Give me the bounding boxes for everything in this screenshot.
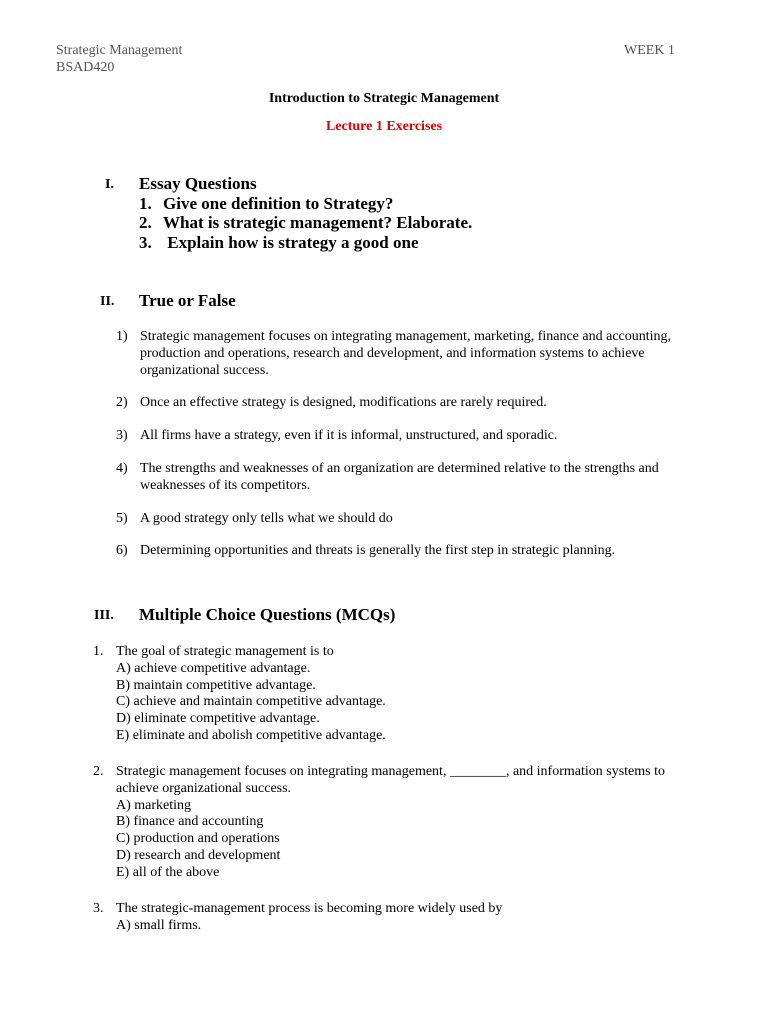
mcq-stem-text: The goal of strategic management is to [116, 644, 334, 659]
mcq-number: 3. [93, 901, 104, 916]
mcq-number: 2. [93, 764, 104, 779]
essay-question-number: 1. [139, 193, 152, 213]
mcq-option: E) eliminate and abolish competitive advantage. [116, 727, 386, 743]
essay-question-number: 2. [139, 213, 152, 232]
mcq-question [93, 764, 673, 882]
essay-question [139, 213, 472, 233]
mcq-option: D) research and development [116, 847, 281, 863]
section-number-essay: I. [105, 177, 114, 192]
section-title-mcq: Multiple Choice Questions (MCQs) [139, 605, 396, 624]
mcq-stem [93, 644, 693, 661]
section-number-mcq: III. [94, 608, 114, 623]
essay-question-text: Explain how is strategy a good one [163, 232, 419, 252]
mcq-stem [93, 901, 693, 918]
true-false-item [116, 461, 676, 495]
item-text: The strengths and weaknesses of an organization are determined relative to the strengths and weaknesses of its competitors. [140, 460, 659, 493]
item-number: 5) [116, 510, 128, 526]
mcq-option: A) achieve competitive advantage. [116, 660, 311, 676]
true-false-item [116, 395, 676, 412]
week-label: WEEK 1 [624, 43, 675, 58]
item-text: Strategic management focuses on integrating management, marketing, finance and accounting, production and operations, research and development, and information systems to achieve organizational success. [140, 329, 672, 378]
document-subtitle: Lecture 1 Exercises [325, 119, 443, 134]
essay-question [139, 233, 472, 253]
document-title: Introduction to Strategic Management [268, 91, 500, 106]
section-title-true-false: True or False [139, 291, 236, 310]
item-text: Determining opportunities and threats is generally the first step in strategic planning. [140, 543, 616, 559]
true-false-list [116, 329, 676, 576]
mcq-option: A) marketing [116, 797, 192, 813]
item-number: 6) [116, 543, 128, 559]
mcq-option: C) achieve and maintain competitive advantage. [116, 694, 386, 710]
mcq-stem [93, 764, 673, 798]
item-number: 2) [116, 395, 128, 411]
course-name: Strategic Management [56, 43, 183, 58]
mcq-option: A) small firms. [116, 917, 202, 933]
item-text: All firms have a strategy, even if it is informal, unstructured, and sporadic. [140, 428, 558, 444]
item-number: 3) [116, 428, 128, 444]
mcq-question [93, 901, 693, 935]
essay-question [139, 194, 472, 214]
mcq-option: B) finance and accounting [116, 814, 264, 830]
mcq-stem-text: The strategic-management process is becoming more widely used by [116, 901, 503, 916]
course-code: BSAD420 [56, 60, 115, 75]
mcq-number: 1. [93, 644, 104, 659]
true-false-item [116, 428, 676, 445]
mcq-option: C) production and operations [116, 831, 280, 847]
mcq-option: D) eliminate competitive advantage. [116, 711, 320, 727]
true-false-item [116, 543, 676, 560]
essay-question-number: 3. [139, 232, 152, 252]
item-text: Once an effective strategy is designed, modifications are rarely required. [140, 395, 547, 411]
page-header-left [56, 42, 182, 76]
mcq-option: B) maintain competitive advantage. [116, 677, 316, 693]
essay-section [139, 174, 472, 252]
item-number: 4) [116, 460, 128, 476]
mcq-stem-text: Strategic management focuses on integrating management, ________, and information systems to achieve organizational success. [116, 764, 665, 796]
true-false-item [116, 511, 676, 528]
essay-question-text: What is strategic management? Elaborate. [163, 213, 473, 232]
section-number-true-false: II. [100, 294, 115, 309]
essay-question-text: Give one definition to Strategy? [163, 193, 394, 213]
item-text: A good strategy only tells what we should do [140, 510, 393, 526]
item-number: 1) [116, 329, 128, 344]
mcq-option: E) all of the above [116, 864, 220, 880]
section-title-essay: Essay Questions [139, 174, 257, 193]
true-false-item [116, 329, 676, 379]
mcq-question [93, 644, 693, 745]
